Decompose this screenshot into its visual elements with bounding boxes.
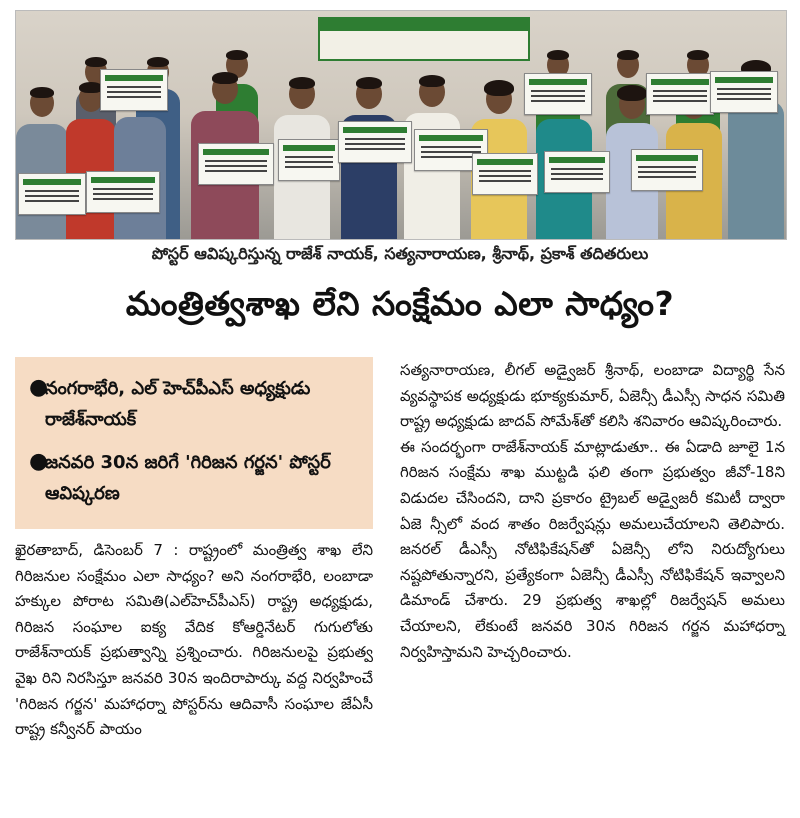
- article-body-right: [400, 358, 785, 665]
- highlight-item: [29, 447, 361, 509]
- highlight-text: నంగరాభేరి, ఎల్ హెచ్‌పీఎస్ అధ్యక్షుడు రాజేశ్‌నాయక్: [45, 378, 311, 430]
- article-paragraph: ఖైరతాబాద్, డిసెంబర్ 7 : రాష్ట్రంలో మంత్రిత్వ శాఖ లేని గిరిజనుల సంక్షేమం ఎలా సాధ్యం? అని నంగరాభేరి, లంబాడా హక్కుల పోరాట సమితి(ఎల్‌హెచ్‌పీఎస్) రాష్ట్ర అధ్యక్షుడు, గిరిజన సంఘాల ఐక్య వేదిక కోఆర్డినేటర్ గుగులోతు రాజేశ్‌నాయక్ ప్రభుత్వాన్ని ప్రశ్నించారు. గిరిజనులపై ప్రభుత్వ వైఖ రిని నిరసిస్తూ జనవరి 30న ఇందిరాపార్కు వద్ద నిర్వహించే 'గిరిజన గర్జన' మహాధర్నా పోస్టర్‌ను ఆదివాసీ సంఘాల జేఏసీ రాష్ట్ర కన్వీనర్ పాయం: [15, 541, 373, 739]
- event-banner: [318, 17, 530, 61]
- bullet-icon: ●: [29, 375, 49, 400]
- bullet-icon: ●: [29, 449, 49, 474]
- highlight-box: [15, 357, 373, 529]
- highlight-item: [29, 373, 361, 435]
- group-photo: [15, 10, 787, 240]
- photo-caption: పోస్టర్ ఆవిష్కరిస్తున్న రాజేశ్ నాయక్, సత్యనారాయణ, శ్రీనాథ్, ప్రకాశ్ తదితరులు: [151, 244, 649, 263]
- article-body-left: [15, 538, 373, 743]
- article-paragraph: సత్యనారాయణ, లీగల్ అడ్వైజర్ శ్రీనాథ్, లంబాడా విద్యార్థి సేన వ్యవస్థాపక అధ్యక్షుడు భూక్యకుమార్, ఏజెన్సీ డీఎస్సీ సాధన సమితి రాష్ట్ర అధ్యక్షుడు జాదవ్ సోమేశ్‌తో కలిసి శనివారం ఆవిష్కరించారు.: [400, 361, 785, 431]
- highlight-text: జనవరి 30న జరిగే 'గిరిజన గర్జన' పోస్టర్ ఆవిష్కరణ: [45, 452, 331, 504]
- article-paragraph: ఈ సందర్భంగా రాజేశ్‌నాయక్ మాట్లాడుతూ.. ఈ ఏడాది జూలై 1న గిరిజన సంక్షేమ శాఖ ముట్టడి ఫలి తంగా ప్రభుత్వం జీవో-18ని విడుదల చేసిందని, దాని ప్రకారం ట్రైబల్ అడ్వైజరీ కమిటీ ద్వారా ఏజె న్సీలో వంద శాతం రిజర్వేషన్లు అమలుచేయాలని తెలిపారు. జనరల్ డీఎస్సీ నోటిఫికేషన్‌తో ఏజెన్సీ లోని నిరుద్యోగులు నష్టపోతున్నారని, ప్రత్యేకంగా ఏజెన్సీ డీఎస్సీ నోటిఫికేషన్ ఇవ్వాలని డిమాండ్ చేశారు. 29 ప్రభుత్వ శాఖల్లో రిజర్వేషన్ అమలు చేయాలని, లేకుంటే జనవరి 30న గిరిజన గర్జన మహాధర్నా నిర్వహిస్తామని హెచ్చరించారు.: [400, 437, 785, 661]
- headline: మంత్రిత్వశాఖ లేని సంక్షేమం ఎలా సాధ్యం?: [125, 284, 675, 323]
